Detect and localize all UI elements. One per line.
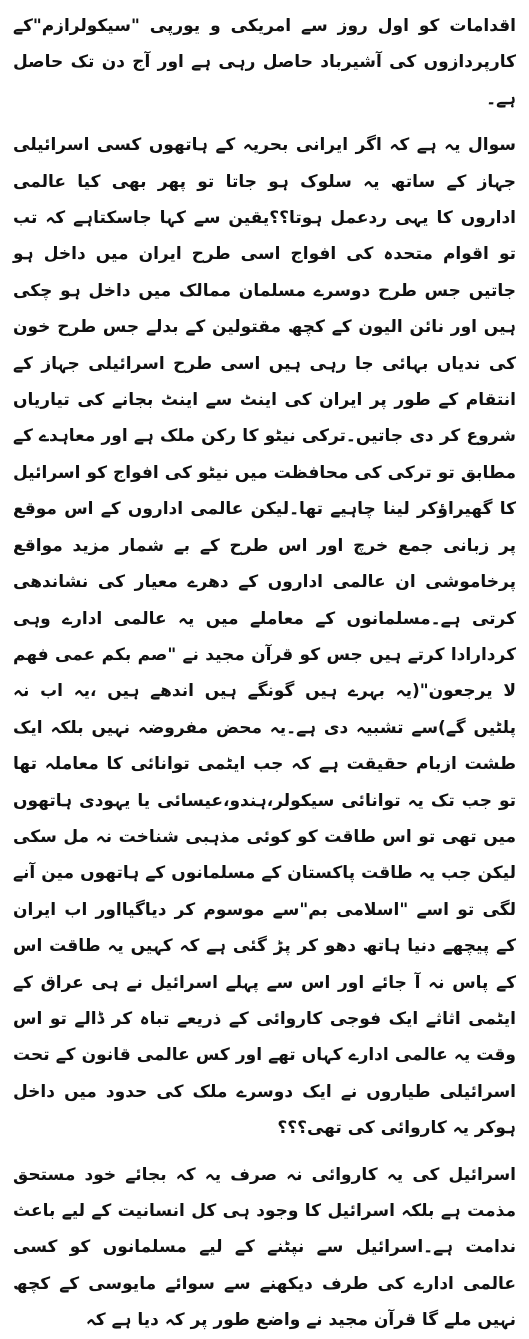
article-body: [13, 8, 516, 1339]
paragraph-3: اسرائیل کی یہ کاروائی نہ صرف یہ کہ بجائے خود مستحق مذمت ہے بلکہ اسرائیل کا وجود ہی کل انسانیت کے لیے باعث ندامت ہے۔اسرائیل سے نپٹنے کے لیے مسلمانوں کو کسی عالمی ادارے کی طرف دیکھنے سے سوائے مایوسی کے کچھ نہیں ملے گا قرآن مجید نے واضع طور پر کہ دیا ہے کہ: [13, 1164, 516, 1331]
paragraph-1: اقدامات کو اول روز سے امریکی و یورپی "سیکولرازم"کے کارپردازوں کی آشیرباد حاصل رہی ہے اور آج دن تک حاصل ہے۔: [13, 16, 516, 109]
paragraph-2: سوال یہ ہے کہ اگر ایرانی بحریہ کے ہاتھوں کسی اسرائیلی جہاز کے ساتھ یہ سلوک ہو جاتا تو پھر بھی کیا عالمی اداروں کا یہی ردعمل ہوتا؟؟یقین سے کہا جاسکتاہے کہ تب تو اقوام متحدہ کی افواج اسی طرح ایران میں داخل ہو جاتیں جس طرح دوسرے مسلمان ممالک میں داخل ہو چکی ہیں اور نائن الیون کے کچھ مقتولین کے بدلے جس طرح خون کی ندیاں بہائی جا رہی ہیں اسی طرح اسرائیلی جہاز کے انتقام کے طور پر ایران کی اینٹ سے اینٹ بجانے کی تیاریاں شروع کر دی جاتیں۔ترکی نیٹو کا رکن ملک ہے اور معاہدے کے مطابق تو ترکی کی محافظت میں نیٹو کی افواج کو اسرائیل کا گھیراؤکر لینا چاہیے تھا۔لیکن عالمی اداروں کے اس موقع پر زبانی جمع خرچ اور اس طرح کے بے شمار مزید مواقع پرخاموشی ان عالمی اداروں کے دھرے معیار کی نشاندھی کرتی ہے۔مسلمانوں کے معاملے میں یہ عالمی ادارے وہی کردارادا کرتے ہیں جس کو قرآن مجید نے "صم بکم عمی فھم لا یرجعون"(یہ بہرے ہیں گونگے ہیں اندھے ہیں ،یہ اب نہ پلٹیں گے)سے تشبیہ دی ہے۔یہ محض مفروضہ نہیں بلکہ ایک طشت ازبام حقیقت ہے کہ جب ایٹمی توانائی کا معاملہ تھا تو جب تک یہ توانائی سیکولر،ہندو،عیسائی یا یہودی ہاتھوں میں تھی تو اس طاقت کو کوئی مذہبی شناخت نہ مل سکی لیکن جب یہ طاقت پاکستان کے مسلمانوں کے ہاتھوں مین آنے لگی تو اسے "اسلامی بم"سے موسوم کر دیاگیااور اب ایران کے پیچھے دنیا ہاتھ دھو کر پڑ گئی ہے کہ کہیں یہ طاقت اس کے پاس نہ آ جائے اور اس سے پہلے اسرائیل نے ہی عراق کے ایٹمی اثاثے ایک فوجی کاروائی کے ذریعے تباہ کر ڈالے تو اس وقت یہ عالمی ادارے کہاں تھے اور کس عالمی قانون کے تحت اسرائیلی طیاروں نے ایک دوسرے ملک کی حدود میں داخل ہوکر یہ کاروائی کی تھی؟؟؟: [13, 135, 516, 1139]
